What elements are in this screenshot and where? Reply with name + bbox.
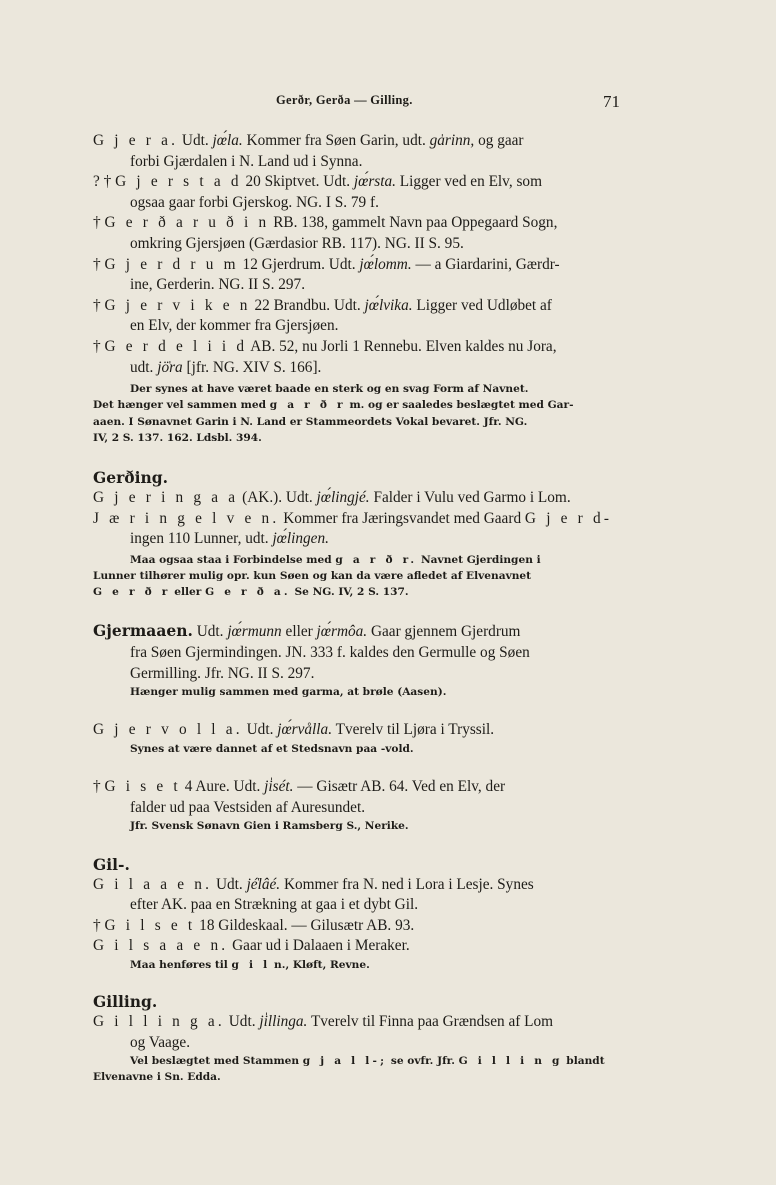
entry-text: Germilling. Jfr. NG. II S. 297.: [130, 664, 315, 682]
note-lemma: g i l: [231, 958, 271, 971]
entry-text: Kommer fra N. ned i Lora i Lesje. Synes: [280, 875, 534, 893]
entry-text: — a Giardarini, Gærdr-: [411, 255, 560, 273]
entry-text: Udt.: [224, 1013, 260, 1031]
note-line: Elvenavne i Sn. Edda.: [93, 1071, 221, 1084]
entry-giset: [93, 777, 625, 818]
entry-lemma: G e r ð a r u ð i n: [104, 214, 270, 232]
entry-text: ogsaa gaar forbi Gjerskog. NG. I S. 79 f.: [130, 193, 379, 211]
entry-text: Ligger ved Udløbet af: [412, 296, 552, 314]
entry-prefix: †: [93, 916, 105, 934]
entry-gilset-text: [93, 916, 625, 937]
entry-gerdarudin-text: [93, 213, 625, 254]
note-gerding: [93, 552, 625, 601]
note-gil: [93, 957, 625, 973]
note-text: m. og er saaledes beslægtet med Gar-: [345, 399, 574, 412]
note-line: Lunner tilhører mulig opr. kun Søen og kan da være afledet af Elvenavnet: [93, 569, 532, 582]
entry-text: ingen: [130, 530, 164, 548]
note-text: Maa ogsaa staa i Forbindelse med: [130, 553, 336, 566]
note-lemma: G e r ð a.: [205, 586, 291, 599]
page-number: 71: [603, 92, 620, 111]
entry-lemma: G i l a a e n.: [93, 875, 213, 893]
entry-text: fra Søen Gjermindingen. JN. 333 f. kaldes den Germulle og Søen: [130, 643, 530, 661]
entry-prefix: †: [93, 337, 105, 355]
entry-text: Tverelv til Ljøra i Tryssil.: [332, 721, 495, 739]
entry-text: 20 Skiptvet. Udt.: [241, 173, 354, 191]
note-line: Synes at være dannet af et Stedsnavn paa -vold.: [130, 742, 414, 755]
section-heading-gjermaaen: Gjermaaen.: [93, 621, 193, 641]
section-heading-gil: Gil-.: [93, 854, 130, 874]
entry-gjermaaen-text: [93, 620, 625, 684]
entry-text: 18 Gildeskaal. — Gilusætr AB. 93.: [195, 916, 415, 934]
entry-lemma: G j e r d r u m: [104, 255, 239, 273]
note-text: eller: [170, 586, 206, 599]
pronunciation: jœ́la.: [208, 132, 243, 149]
section-heading-gilling: Gilling.: [93, 992, 158, 1012]
pronunciation: jœ́rmôa.: [316, 623, 368, 641]
entry-gjervolla: [93, 720, 625, 741]
entry-gjerstad-text: [93, 172, 625, 213]
entry-text: Gaar gjennem Gjerdrum: [367, 623, 521, 641]
entry-lemma: G i l s a a e n.: [93, 937, 229, 955]
note-lemma: g a r ð r: [269, 399, 346, 412]
entry-gjera-text: [93, 131, 625, 172]
entry-text: falder ud paa Vestsiden af Auresundet.: [130, 798, 366, 816]
entry-text: Udt.: [242, 721, 278, 739]
note-text: Navnet Gjerdingen i: [417, 553, 541, 566]
entry-text: Kommer fra Søen Garin, udt.: [242, 132, 430, 149]
note-line: aaen. I Sønavnet Garin i N. Land er Stammeordets Vokal bevaret. Jfr. NG.: [93, 415, 528, 428]
pronunciation: ga̍rinn,: [429, 132, 475, 149]
pronunciation: ji̍llinga.: [259, 1013, 308, 1031]
note-gjermaaen: [93, 684, 625, 700]
note-line: Der synes at have været baade en sterk og en svag Form af Navnet.: [130, 383, 529, 396]
entry-text: og Vaage.: [130, 1033, 191, 1051]
entry-prefix: †: [93, 296, 105, 314]
entry-lemma: G j e r v i k e n: [104, 296, 251, 314]
entry-gjeringaa: [93, 488, 625, 509]
entry-text: RB. 138, gammelt Navn paa Oppegaard Sogn,: [269, 214, 558, 232]
entry-jaeringelven-text: [93, 509, 625, 550]
entry-gerdarudin: [93, 213, 625, 254]
entry-text: — Gisætr AB. 64. Ved en Elv, der: [293, 778, 506, 796]
entry-text: en Elv, der kommer fra Gjersjøen.: [130, 317, 339, 335]
entry-text: Gaar ud i Dalaaen i Meraker.: [228, 937, 410, 955]
entry-text: Tverelv til Finna paa Grændsen af Lom: [307, 1013, 554, 1031]
entry-gjerviken: [93, 296, 625, 337]
note-text: Vel beslægtet med Stammen: [130, 1055, 303, 1068]
entry-gjermaaen: [93, 620, 625, 684]
entry-text: Falder i Vulu ved Garmo i Lom.: [369, 488, 571, 506]
note-gerdr: [93, 381, 625, 446]
entry-lemma: J æ r i n g e l v e n.: [93, 509, 280, 527]
running-head: Gerðr, Gerða — Gilling.: [276, 93, 413, 107]
note-text: Se NG. IV, 2 S. 137.: [290, 586, 409, 599]
entry-gilaaen: [93, 875, 625, 916]
note-text: blandt: [562, 1055, 605, 1068]
entry-text: 110 Lunner, udt.: [164, 530, 273, 548]
entry-lemma: G i l s e t: [104, 916, 196, 934]
pronunciation: jœ́lomm.: [359, 255, 412, 273]
entry-prefix: †: [93, 778, 105, 796]
note-line: [93, 957, 625, 973]
note-giset: [93, 818, 625, 834]
entry-gilsaaen: [93, 936, 625, 957]
pronunciation: ji̍sét.: [264, 778, 294, 796]
note-text: Det hænger vel sammen med: [93, 399, 270, 412]
entry-gjerstad: [93, 172, 625, 213]
entry-text: og gaar: [474, 132, 524, 149]
pronunciation: jœ́lvika.: [364, 296, 413, 314]
entry-gerdeliid: [93, 337, 625, 378]
pronunciation: jœ́rmunn: [227, 623, 282, 641]
pronunciation: jœ́lingen.: [272, 530, 329, 548]
note-line: Jfr. Svensk Sønavn Gien i Ramsberg S., Nerike.: [130, 820, 409, 833]
entry-text: (AK.). Udt.: [238, 488, 317, 506]
entry-gjervolla-text: [93, 720, 625, 741]
note-text: Maa henføres til: [130, 958, 232, 971]
entry-lemma: G e r d e l i i d: [104, 337, 248, 355]
entry-text: Udt.: [178, 132, 209, 149]
note-line: IV, 2 S. 137. 162. Ldsbl. 394.: [93, 431, 262, 444]
pronunciation: jé̍lâé.: [246, 875, 281, 893]
pronunciation: jö̍ra: [157, 358, 183, 376]
entry-text: efter AK. paa en Strækning at gaa i et dybt Gil.: [130, 896, 419, 914]
pronunciation: jœ́lingjé.: [316, 488, 370, 506]
entry-gilsaaen-text: [93, 936, 625, 957]
note-gjervolla: [93, 741, 625, 757]
page-content: [93, 131, 625, 1086]
entry-lemma: G j e r v o l l a.: [93, 721, 243, 739]
note-lemma: G i l l i n g: [458, 1055, 563, 1068]
entry-lemma: G i l l i n g a.: [93, 1013, 225, 1031]
entry-gilaaen-text: [93, 875, 625, 916]
entry-text: Ligger ved en Elv, som: [395, 173, 542, 191]
pronunciation: jœ́rvålla.: [277, 721, 333, 739]
entry-gjeringaa-text: [93, 488, 625, 509]
entry-gerdeliid-text: [93, 337, 625, 378]
note-line: [93, 552, 625, 568]
entry-text: 4 Aure. Udt.: [180, 778, 265, 796]
entry-gjera: [93, 131, 625, 172]
entry-lemma: G j e r d-: [524, 509, 613, 527]
entry-giset-text: [93, 777, 625, 818]
note-text: n., Kløft, Revne.: [270, 958, 370, 971]
entry-lemma: G j e r a.: [93, 132, 179, 149]
entry-gjerviken-text: [93, 296, 625, 337]
entry-text: 22 Brandbu. Udt.: [250, 296, 365, 314]
entry-jaeringelven: [93, 509, 625, 550]
entry-lemma: G i s e t: [104, 778, 181, 796]
entry-text: [jfr. NG. XIV S. 166].: [182, 358, 322, 376]
entry-lemma: G j e r s t a d: [115, 173, 242, 191]
entry-text: udt.: [130, 358, 158, 376]
entry-text: Udt.: [212, 875, 247, 893]
entry-text: eller: [281, 623, 317, 641]
note-line: [93, 1053, 625, 1069]
note-gilling: [93, 1053, 625, 1085]
note-lemma: G e r ð r: [93, 586, 171, 599]
pronunciation: jœ́rsta.: [353, 173, 396, 191]
entry-gilset: [93, 916, 625, 937]
entry-text: Udt.: [192, 623, 228, 641]
section-heading-gerding: Gerðing.: [93, 467, 168, 487]
note-lemma: g j a l l-;: [302, 1055, 388, 1068]
entry-prefix: ? †: [93, 173, 116, 191]
entry-lemma: G j e r i n g a a: [93, 488, 239, 506]
entry-prefix: †: [93, 255, 105, 273]
entry-text: Kommer fra Jæringsvandet med Gaard: [279, 509, 525, 527]
entry-gillinga: [93, 1012, 625, 1053]
note-line: Hænger mulig sammen med garma, at brøle (Aasen).: [130, 686, 447, 699]
entry-text: AB. 52, nu Jorli 1 Rennebu. Elven kaldes nu Jora,: [247, 337, 557, 355]
entry-gillinga-text: [93, 1012, 625, 1053]
entry-text: omkring Gjersjøen (Gærdasior RB. 117). NG. II S. 95.: [130, 234, 464, 252]
entry-text: 12 Gjerdrum. Udt.: [238, 255, 360, 273]
entry-prefix: †: [93, 214, 105, 232]
entry-text: forbi Gjærdalen i N. Land ud i Synna.: [130, 152, 363, 170]
note-text: se ovfr. Jfr.: [387, 1055, 459, 1068]
entry-gjerdrum-text: [93, 255, 625, 296]
entry-gjerdrum: [93, 255, 625, 296]
note-lemma: g a r ð r.: [335, 553, 418, 566]
entry-text: ine, Gerderin. NG. II S. 297.: [130, 276, 306, 294]
